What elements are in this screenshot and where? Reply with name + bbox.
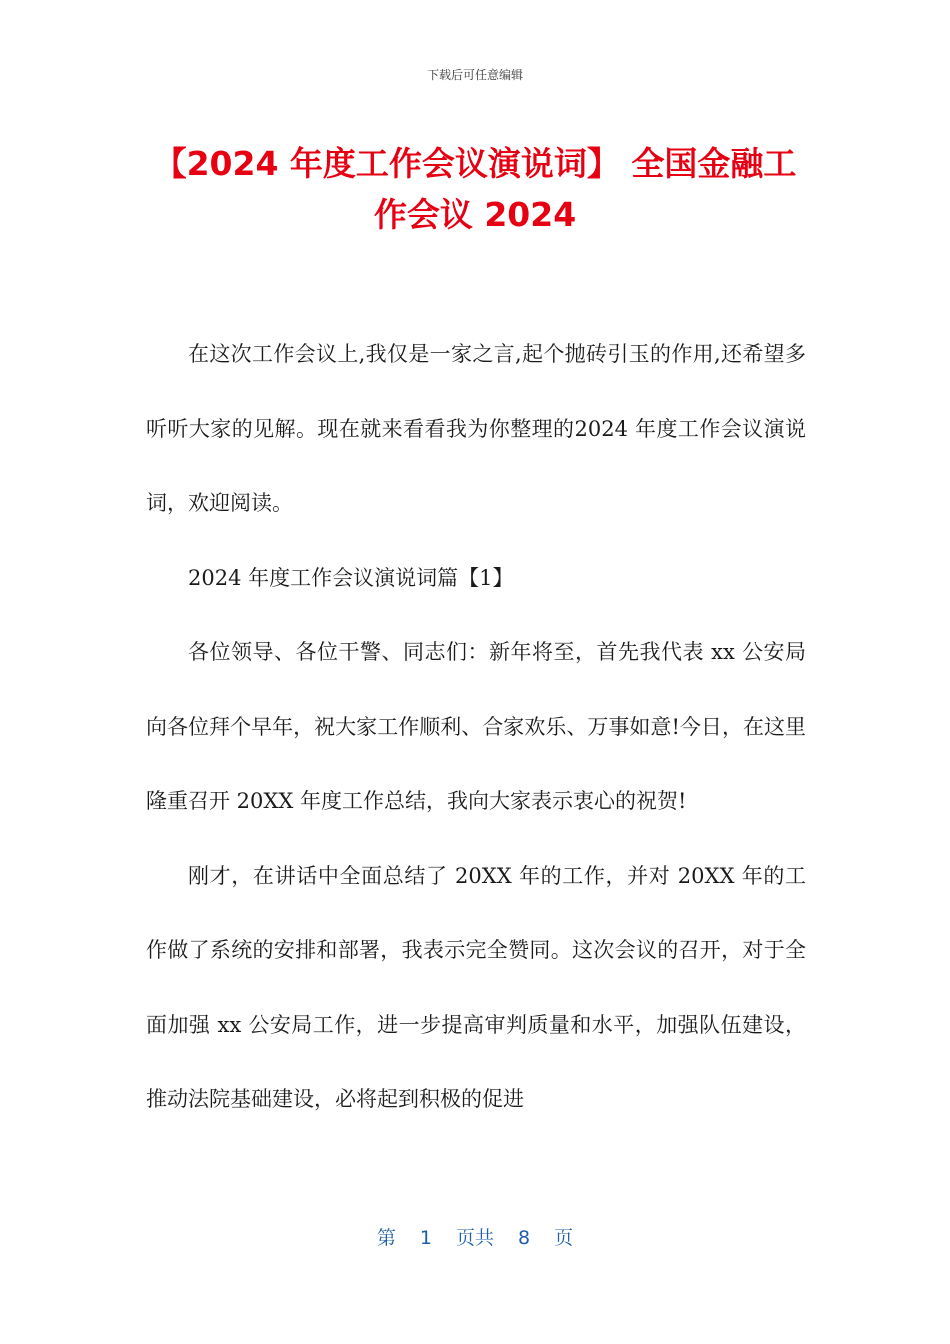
page-suffix: 页 xyxy=(554,1227,574,1249)
page-prefix: 第 xyxy=(376,1227,396,1249)
paragraph: 在这次工作会议上,我仅是一家之言,起个抛砖引玉的作用,还希望多听听大家的见解。现在就来看看我为你整理的2024 年度工作会议演说词，欢迎阅读。 xyxy=(146,342,806,515)
document-body xyxy=(146,317,806,1137)
page-footer xyxy=(0,1224,950,1252)
current-page-number: 1 xyxy=(419,1227,432,1249)
header-note: 下载后可任意编辑 xyxy=(426,68,523,82)
page-mid: 页共 xyxy=(455,1227,494,1249)
paragraph: 各位领导、各位干警、同志们：新年将至，首先我代表 xx 公安局向各位拜个早年，祝大家工作顺利、合家欢乐、万事如意!今日，在这里隆重召开 20XX 年度工作总结，我向大家表示衷心的祝贺! xyxy=(146,640,806,813)
total-pages-number: 8 xyxy=(518,1227,531,1249)
section-heading: 2024 年度工作会议演说词篇【1】 xyxy=(188,565,514,590)
document-title: 【2024 年度工作会议演说词】 全国金融工作会议 2024 xyxy=(153,144,797,234)
paragraph: 刚才，在讲话中全面总结了 20XX 年的工作，并对 20XX 年的工作做了系统的安排和部署，我表示完全赞同。这次会议的召开，对于全面加强 xx 公安局工作，进一步提高审判质量和水平，加强队伍建设，推动法院基础建设，必将起到积极的促进 xyxy=(146,863,806,1111)
